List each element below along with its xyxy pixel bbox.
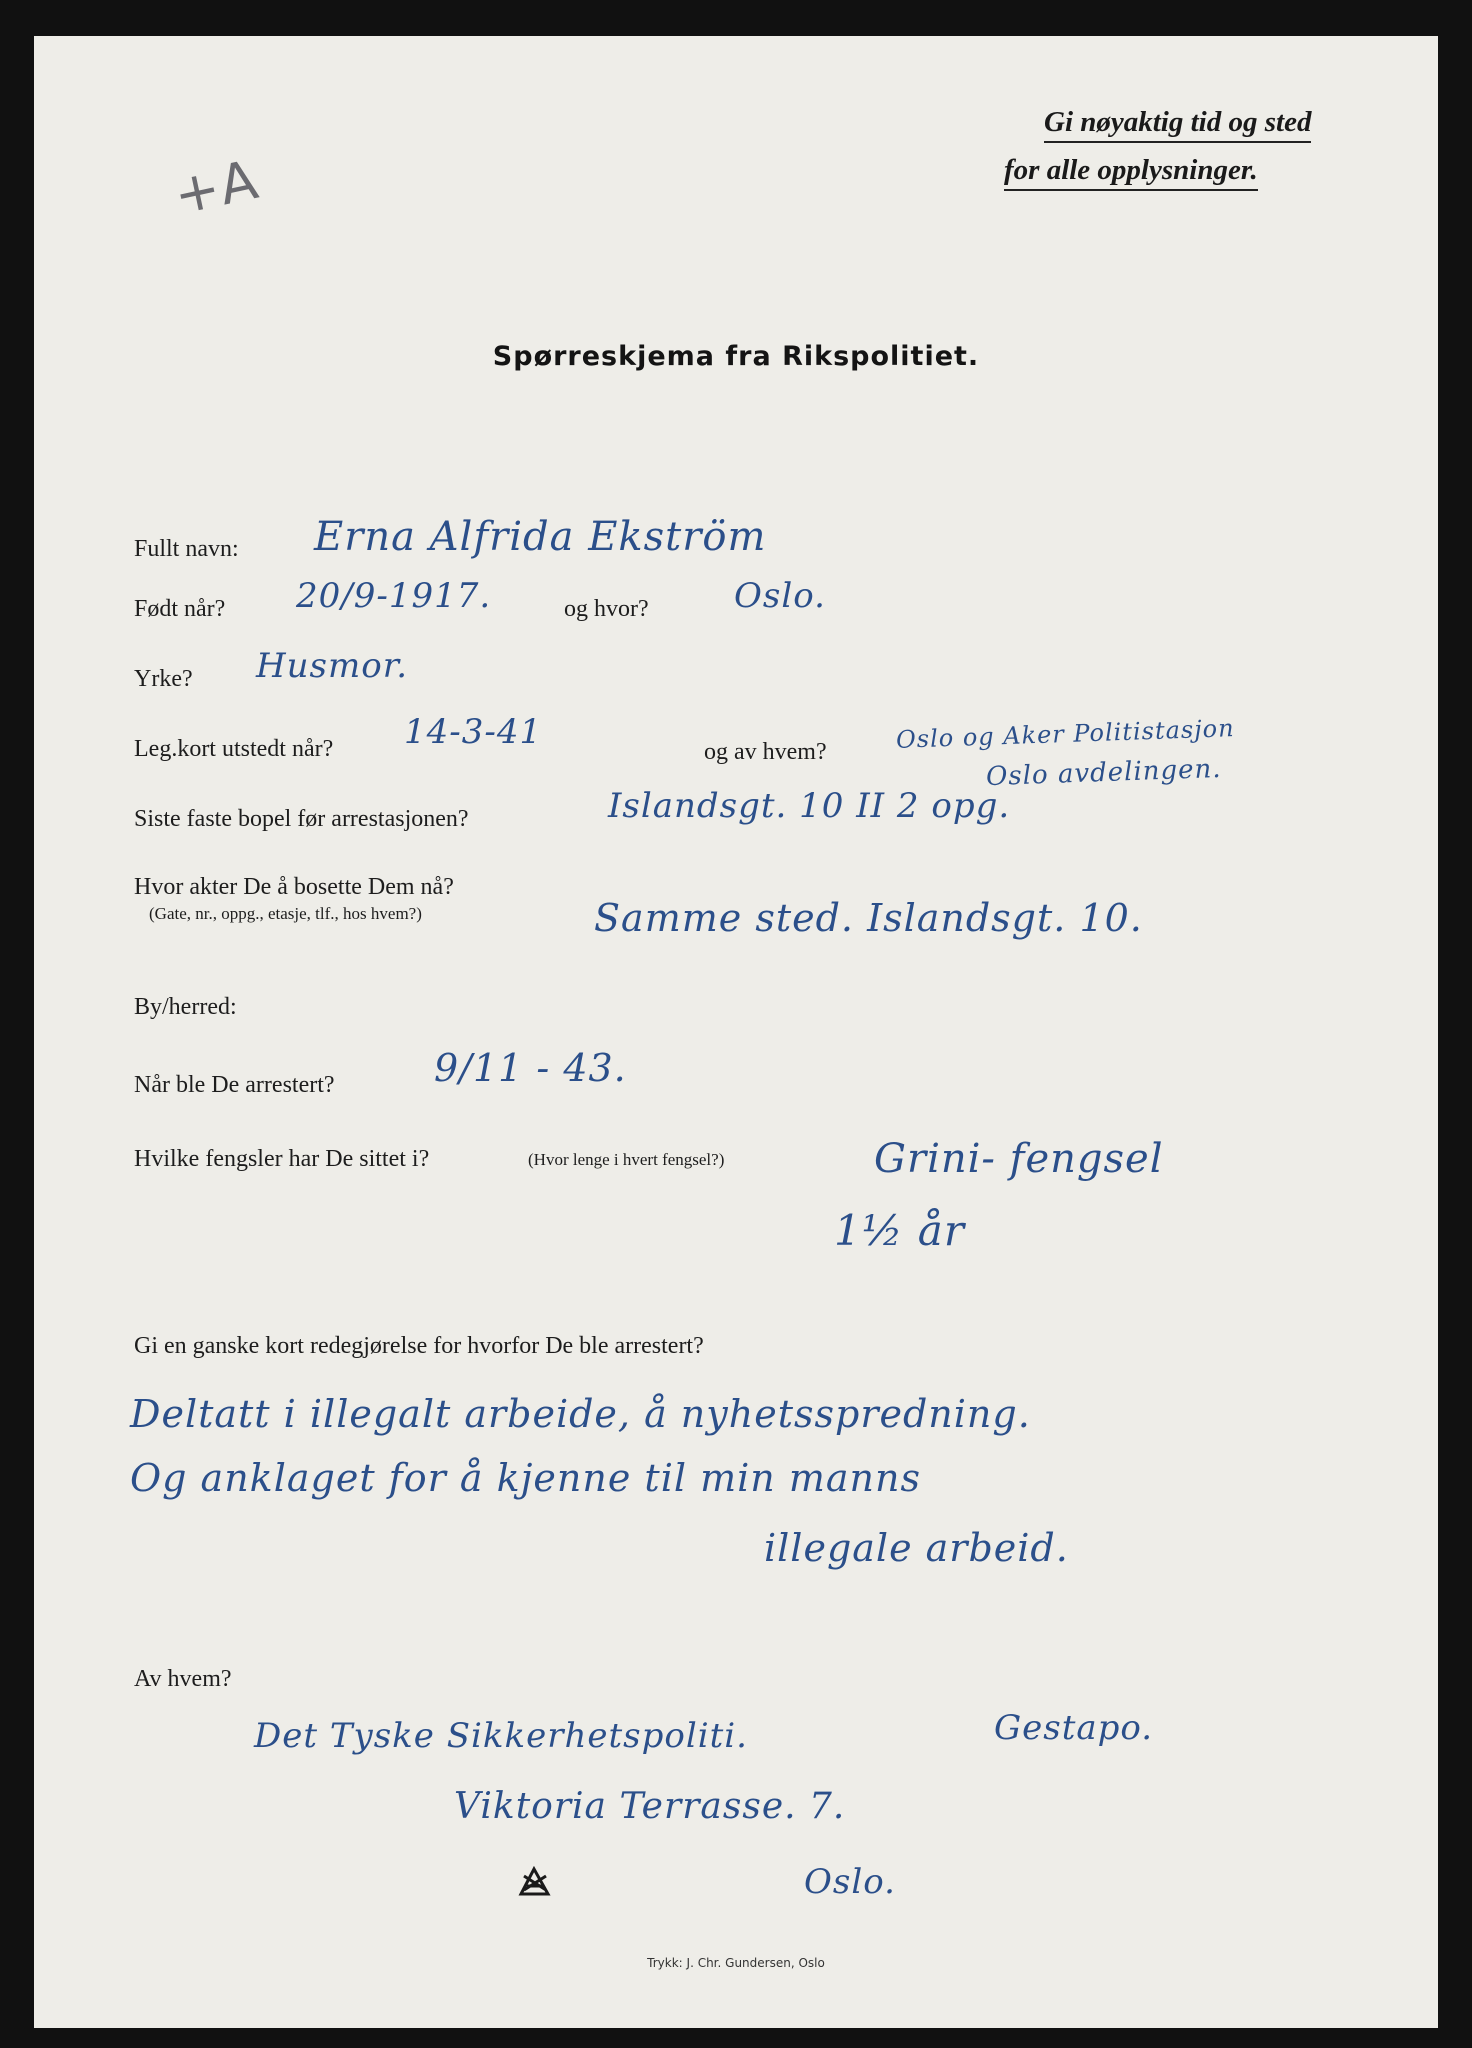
idcard-issuer-label: og av hvem? [704, 739, 827, 765]
idcard-label: Leg.kort utstedt når? [134, 736, 334, 762]
municipality-label: By/herred: [134, 994, 237, 1020]
prisons-sublabel: (Hvor lenge i hvert fengsel?) [528, 1150, 725, 1169]
idcard-value: 14-3-41 [404, 712, 543, 752]
form-page [34, 36, 1438, 2028]
settle-label: Hvor akter De å bosette Dem nå? [134, 874, 454, 900]
reason-label: Gi en ganske kort redegjørelse for hvorfor De ble arrestert? [134, 1333, 704, 1359]
residence-value: Islandsgt. 10 II 2 opg. [608, 786, 1011, 826]
prisons-value-1: Grini- fengsel [874, 1136, 1164, 1182]
birthplace-label: og hvor? [564, 596, 649, 622]
form-title: Spørreskjema fra Rikspolitiet. [492, 341, 980, 372]
arrested-value: 9/11 - 43. [434, 1046, 627, 1090]
name-label: Fullt navn: [134, 536, 239, 562]
birthplace-value: Oslo. [734, 576, 826, 616]
occupation-label: Yrke? [134, 666, 193, 692]
stamp-emblem-icon [518, 1866, 552, 1898]
birth-value: 20/9-1917. [296, 576, 492, 616]
bywhom-label: Av hvem? [134, 1666, 232, 1692]
name-value: Erna Alfrida Ekström [314, 514, 767, 560]
occupation-value: Husmor. [256, 646, 409, 686]
birth-label: Født når? [134, 596, 226, 622]
arrested-label: Når ble De arrestert? [134, 1072, 335, 1098]
bywhom-line-3: Oslo. [804, 1862, 896, 1902]
bywhom-line-1b: Gestapo. [994, 1708, 1154, 1748]
prisons-label: Hvilke fengsler har De sittet i? [134, 1146, 430, 1172]
bywhom-line-1: Det Tyske Sikkerhetspoliti. [254, 1716, 748, 1756]
idcard-issuer-value-2: Oslo avdelingen. [985, 753, 1222, 793]
reason-line-3: illegale arbeid. [764, 1526, 1069, 1570]
idcard-issuer-value-1: Oslo og Aker Politistasjon [895, 714, 1235, 754]
printer-imprint: Trykk: J. Chr. Gundersen, Oslo [647, 1956, 825, 1970]
settle-sublabel: (Gate, nr., oppg., etasje, tlf., hos hvem?) [149, 904, 422, 923]
prisons-value-2: 1½ år [834, 1206, 965, 1255]
reason-line-1: Deltatt i illegalt arbeide, å nyhetsspredning. [130, 1392, 1031, 1436]
instruction-line-2: for alle opplysninger. [1004, 154, 1258, 191]
residence-label: Siste faste bopel før arrestasjonen? [134, 806, 469, 832]
bywhom-line-2: Viktoria Terrasse. 7. [454, 1786, 846, 1827]
instruction-line-1: Gi nøyaktig tid og sted [1044, 106, 1311, 143]
settle-value: Samme sted. Islandsgt. 10. [594, 896, 1143, 940]
pencil-mark: +A [168, 147, 264, 228]
reason-line-2: Og anklaget for å kjenne til min manns [130, 1456, 921, 1500]
